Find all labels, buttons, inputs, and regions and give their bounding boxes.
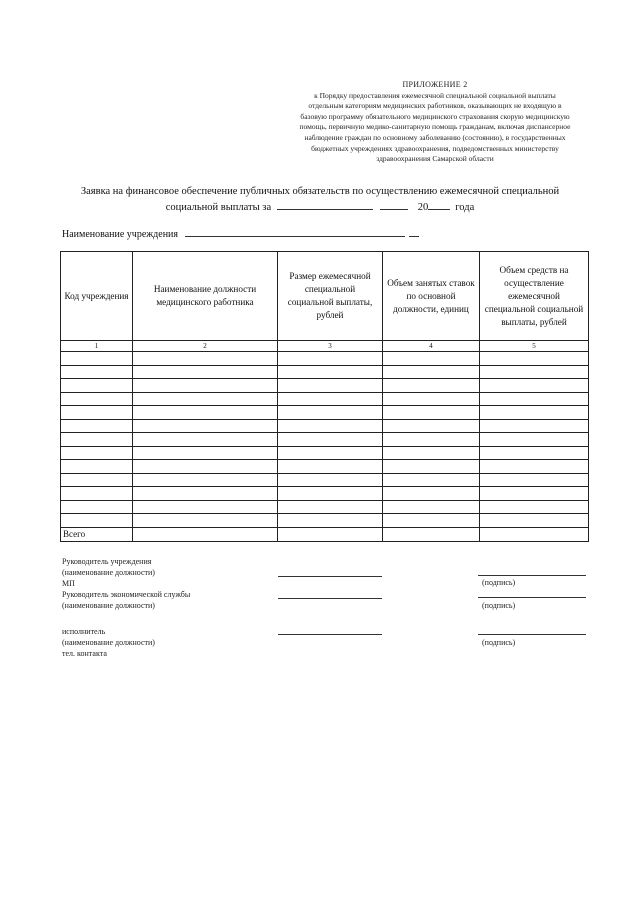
table-cell[interactable]: [480, 487, 589, 501]
form-title-line1: Заявка на финансовое обеспечение публичных обязательств по осуществлению ежемесячной специальной: [80, 186, 560, 197]
table-cell[interactable]: [480, 419, 589, 433]
appendix-line: базовую программу обязательного медицинского страхования скорую медицинскую: [300, 111, 570, 121]
table-cell[interactable]: [383, 487, 480, 501]
phone-label: тел. контакта: [62, 649, 107, 658]
table-cell[interactable]: [133, 419, 278, 433]
table-row: [61, 500, 589, 514]
table-cell[interactable]: [383, 365, 480, 379]
table-row: [61, 514, 589, 528]
total-row: [61, 527, 589, 541]
table-row: [61, 392, 589, 406]
econ-signature-line[interactable]: [478, 597, 586, 598]
table-cell[interactable]: [480, 406, 589, 420]
table-cell[interactable]: [278, 352, 383, 366]
table-cell[interactable]: [278, 460, 383, 474]
column-number: 2: [133, 341, 278, 352]
table-cell[interactable]: [383, 419, 480, 433]
column-number: 3: [278, 341, 383, 352]
table-row: [61, 365, 589, 379]
head-signature-caption: (подпись): [482, 578, 516, 587]
appendix-line: к Порядку предоставления ежемесячной специальной социальной выплаты: [314, 90, 556, 100]
header-funds-volume: Объем средств на осуществление ежемесячной специальной социальной выплаты, рублей: [480, 252, 589, 341]
table-row: [61, 487, 589, 501]
econ-position: (наименование должности): [62, 601, 155, 610]
institution-label: Наименование учреждения: [62, 229, 179, 240]
econ-position-line[interactable]: [278, 598, 382, 599]
head-title: Руководитель учреждения: [62, 557, 152, 566]
header-rates-volume: Объем занятых ставок по основной должности, единиц: [383, 252, 480, 341]
form-title-period-label: социальной выплаты за: [165, 202, 272, 213]
table-cell[interactable]: [278, 446, 383, 460]
table-cell[interactable]: [133, 379, 278, 393]
table-cell[interactable]: [61, 392, 133, 406]
table-cell[interactable]: [278, 500, 383, 514]
appendix-line: помощь, первичную медико-санитарную помощь гражданам, включая диспансерное: [299, 122, 571, 132]
table-row: [61, 446, 589, 460]
table-cell[interactable]: [133, 473, 278, 487]
table-cell[interactable]: [61, 433, 133, 447]
table-header-row: [61, 252, 589, 341]
table-cell[interactable]: [480, 500, 589, 514]
column-number: 4: [383, 341, 480, 352]
table-cell[interactable]: [61, 365, 133, 379]
executor-position-line[interactable]: [278, 634, 382, 635]
month-field[interactable]: [277, 199, 373, 210]
table-cell[interactable]: [480, 352, 589, 366]
table-cell[interactable]: [133, 352, 278, 366]
column-number: 5: [480, 341, 589, 352]
institution-name-field-extra[interactable]: [409, 226, 419, 237]
table-cell[interactable]: [383, 514, 480, 528]
table-row: [61, 406, 589, 420]
table-cell[interactable]: [133, 514, 278, 528]
table-cell[interactable]: [383, 392, 480, 406]
table-cell[interactable]: [61, 406, 133, 420]
table-cell[interactable]: [480, 365, 589, 379]
table-cell[interactable]: [480, 460, 589, 474]
table-cell[interactable]: [278, 392, 383, 406]
econ-title: Руководитель экономической службы: [62, 590, 191, 599]
table-cell[interactable]: [61, 460, 133, 474]
table-cell[interactable]: [383, 446, 480, 460]
table-cell[interactable]: [383, 379, 480, 393]
table-cell[interactable]: [61, 473, 133, 487]
table-cell[interactable]: [61, 446, 133, 460]
table-cell[interactable]: [61, 352, 133, 366]
table-cell[interactable]: [278, 419, 383, 433]
table-cell[interactable]: [383, 352, 480, 366]
table-cell[interactable]: [133, 446, 278, 460]
table-cell[interactable]: [278, 379, 383, 393]
total-cell[interactable]: [278, 527, 383, 541]
table-cell[interactable]: [383, 500, 480, 514]
table-cell[interactable]: [278, 514, 383, 528]
table-cell[interactable]: [61, 379, 133, 393]
table-cell[interactable]: [133, 487, 278, 501]
column-number: 1: [61, 341, 133, 352]
table-cell[interactable]: [383, 460, 480, 474]
institution-name-field[interactable]: [185, 226, 405, 237]
year-field[interactable]: [428, 199, 450, 210]
table-cell[interactable]: [278, 473, 383, 487]
table-row: [61, 460, 589, 474]
table-cell[interactable]: [383, 473, 480, 487]
table-cell[interactable]: [133, 406, 278, 420]
table-cell[interactable]: [383, 433, 480, 447]
table-cell[interactable]: [480, 433, 589, 447]
table-cell[interactable]: [480, 473, 589, 487]
table-cell[interactable]: [383, 406, 480, 420]
header-payment-amount: Размер ежемесячной специальной социальной выплаты, рублей: [278, 252, 383, 341]
total-cell[interactable]: [480, 527, 589, 541]
executor-position: (наименование должности): [62, 638, 155, 647]
header-position-name: Наименование должности медицинского работника: [133, 252, 278, 341]
table-cell[interactable]: [278, 433, 383, 447]
executor-signature-line[interactable]: [478, 634, 586, 635]
table-cell[interactable]: [278, 406, 383, 420]
table-cell[interactable]: [133, 392, 278, 406]
table-cell[interactable]: [61, 419, 133, 433]
stamp-label: МП: [62, 579, 75, 588]
form-title-line2: [60, 199, 580, 215]
table-cell[interactable]: [278, 487, 383, 501]
table-row: [61, 473, 589, 487]
table-cell[interactable]: [61, 500, 133, 514]
table-cell[interactable]: [61, 487, 133, 501]
table-cell[interactable]: [133, 500, 278, 514]
table-cell[interactable]: [133, 460, 278, 474]
table-cell[interactable]: [480, 379, 589, 393]
executor-title: исполнитель: [62, 627, 106, 636]
institution-row: [62, 226, 582, 242]
total-cell[interactable]: [383, 527, 480, 541]
year-prefix: 20: [417, 202, 429, 213]
table-cell[interactable]: [133, 433, 278, 447]
appendix-heading: ПРИЛОЖЕНИЕ 2: [402, 80, 468, 89]
appendix-line: наблюдение граждан по основному заболеванию (состоянию), в государственных: [304, 132, 566, 142]
table-cell[interactable]: [133, 365, 278, 379]
table-cell[interactable]: [480, 514, 589, 528]
appendix-line: здравоохранения Самарской области: [376, 154, 494, 164]
appendix-line: отдельным категориям медицинских работников, оказывающих не входящую в: [308, 101, 562, 111]
form-title: [60, 184, 580, 215]
total-cell[interactable]: [133, 527, 278, 541]
day-field[interactable]: [380, 199, 408, 210]
table-cell[interactable]: [480, 392, 589, 406]
year-suffix: года: [455, 202, 475, 213]
application-table: [60, 251, 589, 542]
appendix-line: бюджетных учреждениях здравоохранения, подведомственных министерству: [311, 143, 559, 153]
table-row: [61, 419, 589, 433]
total-label: Всего: [61, 527, 133, 541]
econ-signature-caption: (подпись): [482, 601, 516, 610]
appendix-block: [270, 80, 600, 165]
table-cell[interactable]: [480, 446, 589, 460]
table-row: [61, 379, 589, 393]
executor-signature-caption: (подпись): [482, 638, 516, 647]
table-cell[interactable]: [278, 365, 383, 379]
head-position: (наименование должности): [62, 568, 155, 577]
column-number-row: [61, 341, 589, 352]
table-row: [61, 352, 589, 366]
table-cell[interactable]: [61, 514, 133, 528]
head-position-line[interactable]: [278, 576, 382, 577]
table-row: [61, 433, 589, 447]
header-institution-code: Код учреждения: [61, 252, 133, 341]
head-signature-line[interactable]: [478, 575, 586, 576]
